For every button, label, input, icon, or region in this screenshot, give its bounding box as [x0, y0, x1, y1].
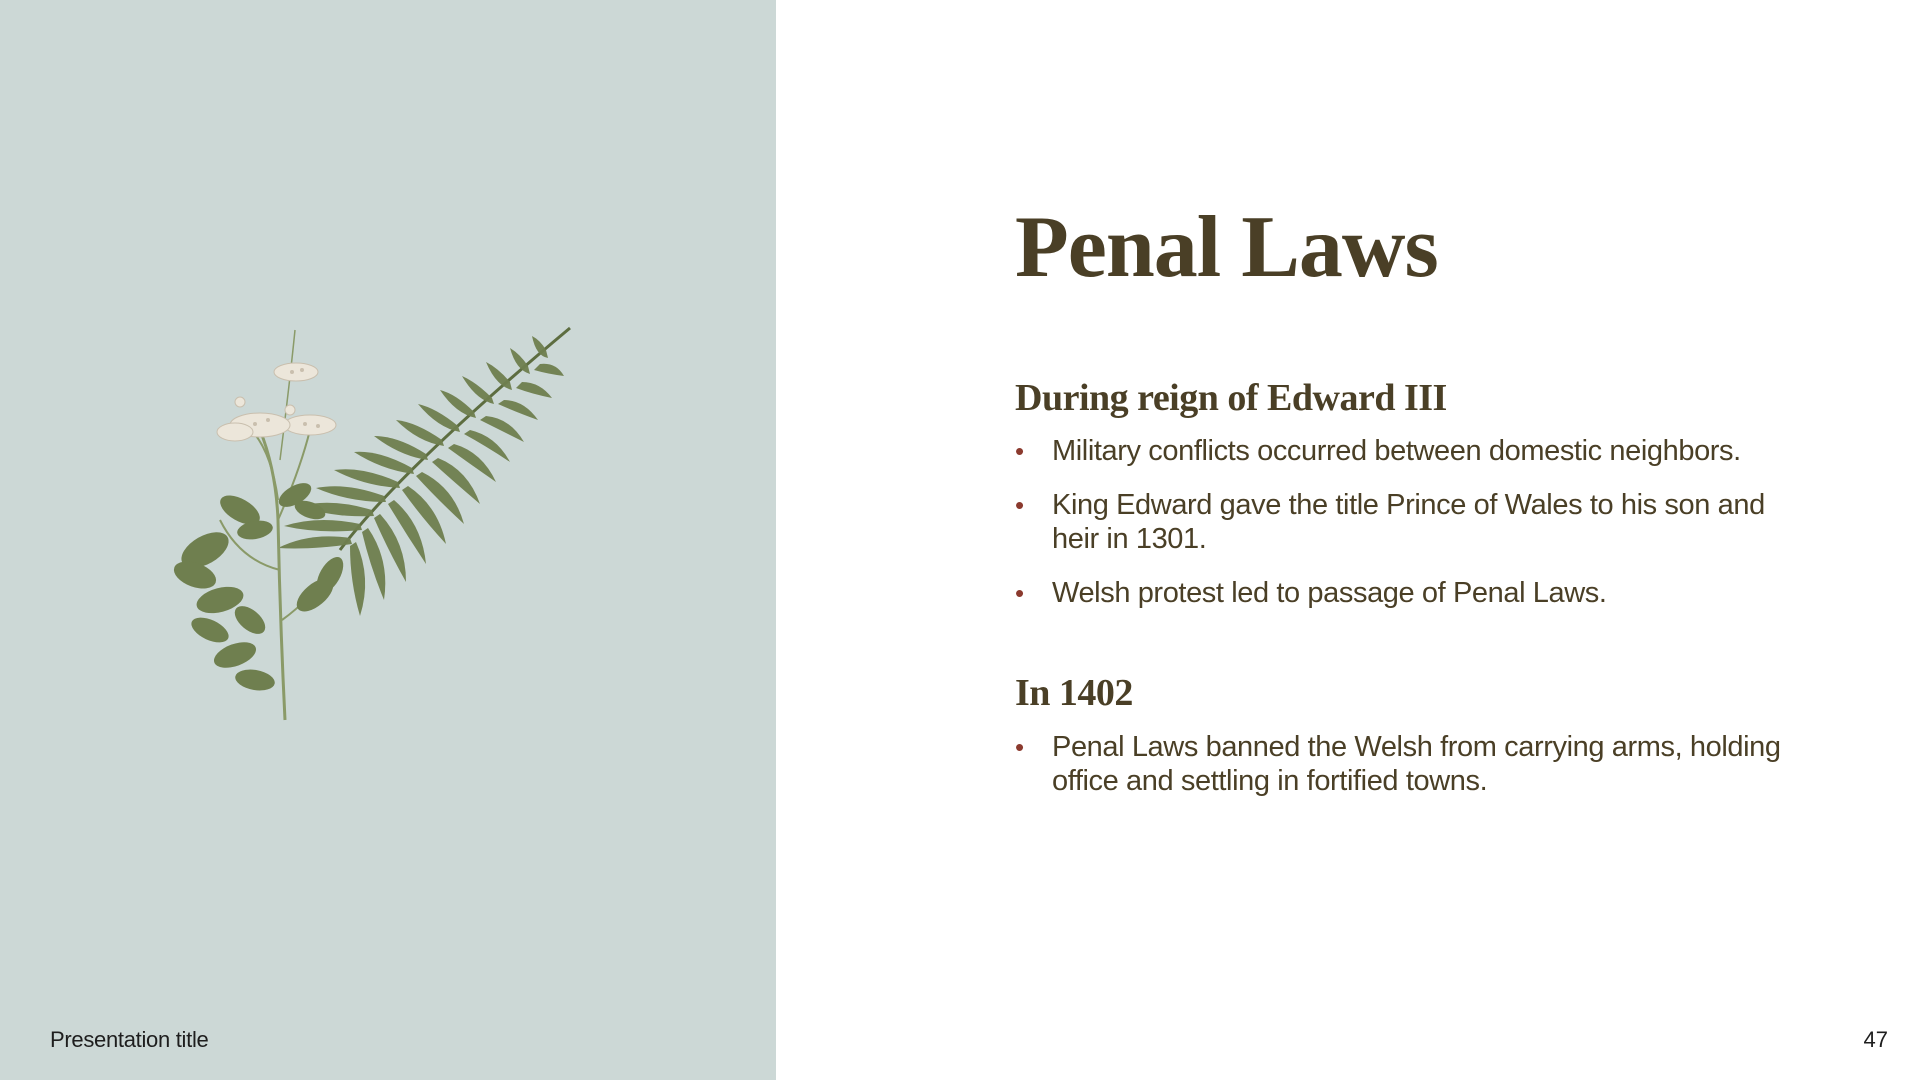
page-number: 47	[1863, 1027, 1888, 1052]
bullet-list	[1015, 730, 1815, 798]
bullet-text: Welsh protest led to passage of Penal Laws.	[1052, 577, 1607, 610]
section-heading: In 1402	[1015, 672, 1133, 715]
bullet-list	[1015, 434, 1815, 610]
fern-illustration	[160, 320, 590, 730]
bullet-glyph: •	[1015, 578, 1024, 609]
section-heading: During reign of Edward III	[1015, 376, 1447, 419]
bullet-item	[1015, 488, 1815, 556]
bullet-glyph: •	[1015, 436, 1024, 467]
left-image-panel	[0, 0, 776, 1080]
section-1402	[1015, 672, 1815, 798]
slide-title: Penal Laws	[1015, 199, 1438, 296]
bullet-glyph: •	[1015, 732, 1024, 763]
slide-content	[1015, 200, 1815, 818]
bullet-item	[1015, 730, 1815, 798]
bullet-text: King Edward gave the title Prince of Wales to his son and heir in 1301.	[1052, 489, 1765, 556]
bullet-item	[1015, 576, 1815, 610]
section-edward-iii	[1015, 377, 1815, 611]
bullet-text: Military conflicts occurred between domestic neighbors.	[1052, 435, 1741, 468]
footer-presentation-title: Presentation title	[50, 1027, 209, 1052]
bullet-item	[1015, 434, 1815, 468]
bullet-text: Penal Laws banned the Welsh from carrying arms, holding office and settling in fortified towns.	[1052, 731, 1781, 798]
bullet-glyph: •	[1015, 490, 1024, 521]
